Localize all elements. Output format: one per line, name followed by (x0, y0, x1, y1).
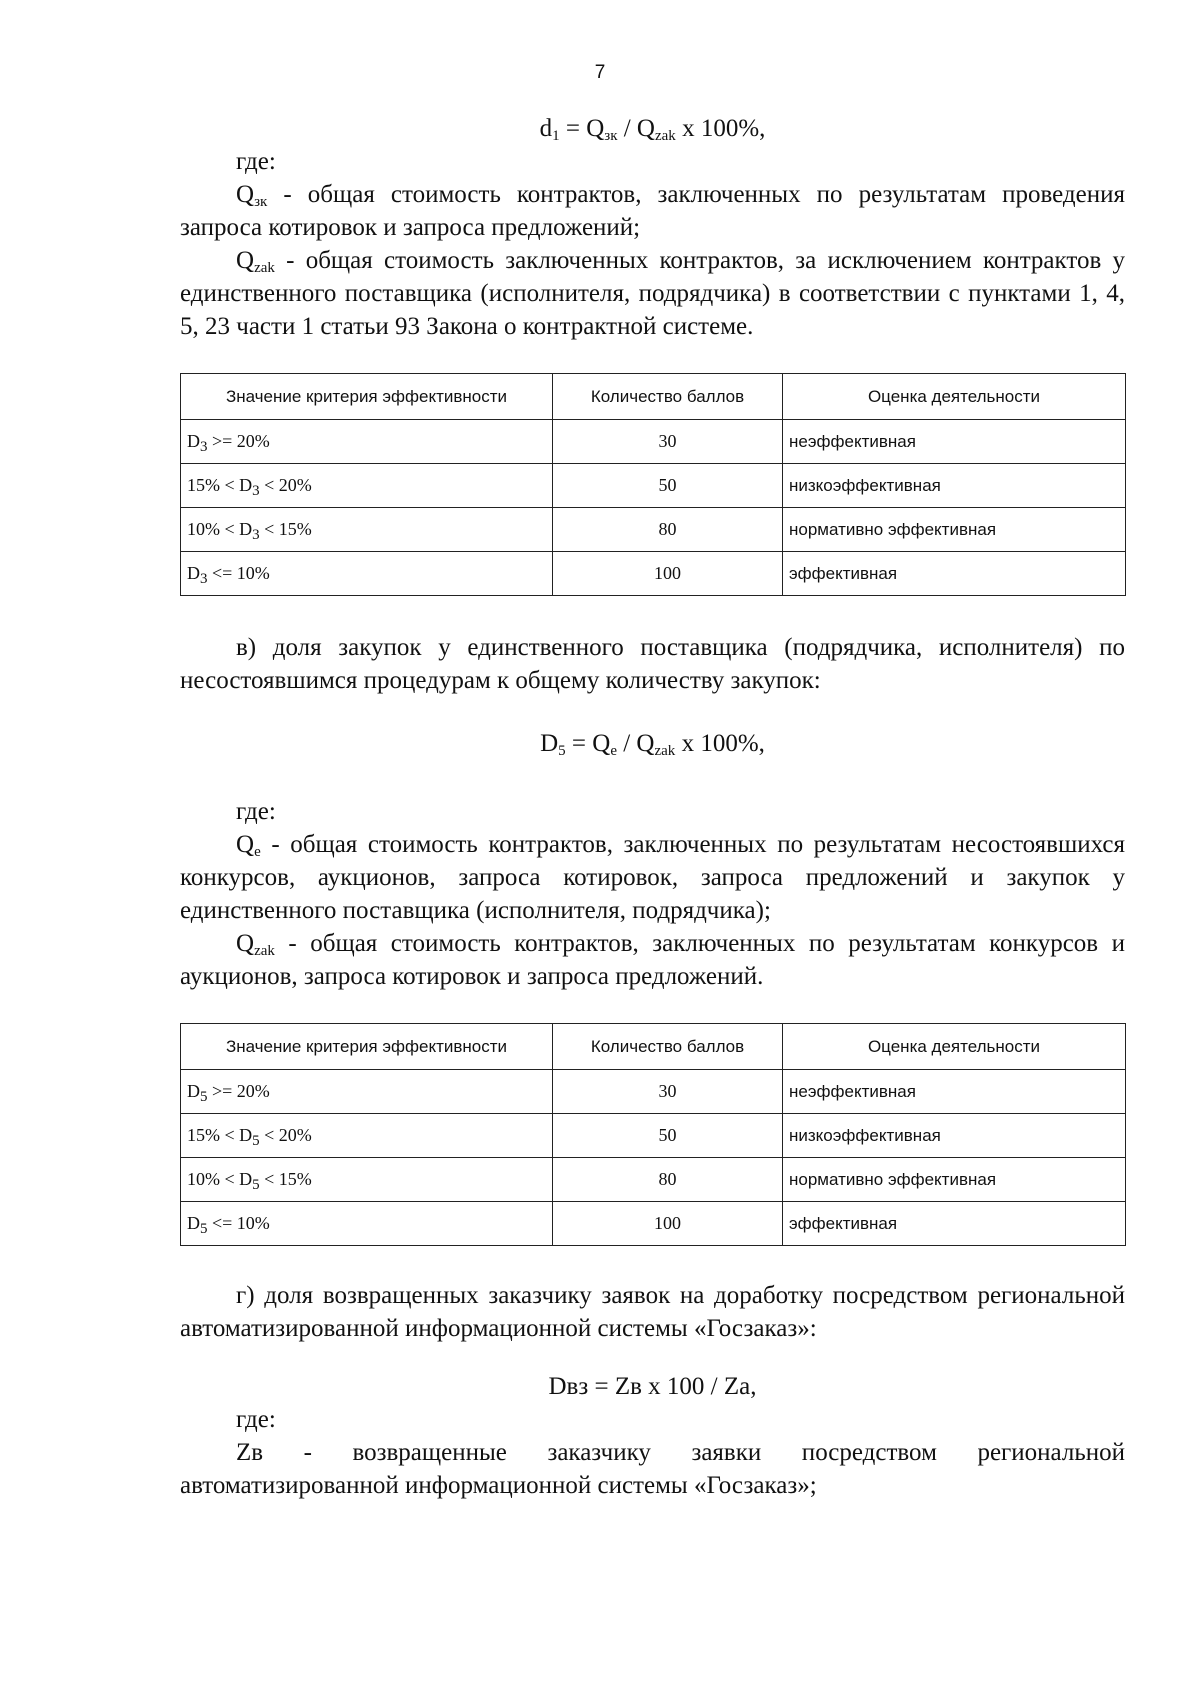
header-criterion: Значение критерия эффективности (181, 1024, 553, 1070)
formula-d5 (180, 727, 1125, 760)
formula-tail: x 100%, (675, 115, 766, 142)
rating-cell: нормативно эффективная (783, 1158, 1126, 1202)
formula-eq: = Q (559, 115, 605, 142)
formula-lhs: D (540, 730, 559, 757)
def-symbol: Q (236, 247, 255, 274)
definition-q-zak (180, 927, 1125, 993)
criterion-post: <= 10% (207, 563, 270, 583)
header-score: Количество баллов (553, 1024, 783, 1070)
def-text: - общая стоимость заключенных контрактов, за исключением контрактов у единственного поставщика (исполнителя, подрядчика) в соответствии с пунктами 1, 4, 5, 23 части 1 статьи 93 Закона о контрактной системе. (180, 247, 1125, 340)
def-symbol: Q (236, 930, 255, 957)
def-symbol-sub: zak (254, 943, 275, 959)
criterion-pre: 15% < (187, 1125, 240, 1145)
rating-cell: низкоэффективная (783, 464, 1126, 508)
formula-lhs-sub: 1 (552, 128, 560, 144)
definition-zv: Zв - возвращенные заказчику заявки посредством региональной автоматизированной информационной системы «Госзаказ»; (180, 1439, 1125, 1499)
section-g-intro: г) доля возвращенных заказчику заявок на доработку посредством региональной автоматизированной информационной системы «Госзаказ»: (180, 1282, 1125, 1342)
criterion-symbol: D (239, 1169, 253, 1189)
criterion-pre: 10% < (187, 519, 240, 539)
criterion-cell (181, 508, 553, 552)
def-symbol: Q (236, 181, 255, 208)
def-symbol-sub: e (254, 844, 261, 860)
formula-eq: = Q (565, 730, 611, 757)
def-text: - общая стоимость контрактов, заключенных по результатам несостоявшихся конкурсов, аукционов, запроса котировок, запроса предложений и закупок у единственного поставщика (исполнителя, подрядчика); (180, 831, 1125, 924)
table-row (181, 1202, 1126, 1246)
formula-mid: / Q (616, 730, 655, 757)
table-row (181, 552, 1126, 596)
score-cell: 30 (553, 1070, 783, 1114)
criterion-cell (181, 552, 553, 596)
def-symbol: Q (236, 831, 255, 858)
rating-cell: эффективная (783, 552, 1126, 596)
criterion-sub: 5 (252, 1133, 260, 1149)
criterion-symbol: D (187, 1081, 200, 1101)
criterion-symbol: D (239, 1125, 253, 1145)
criterion-cell (181, 1158, 553, 1202)
table-header-row (181, 1024, 1126, 1070)
criterion-sub: 3 (252, 527, 260, 543)
criterion-symbol: D (239, 519, 253, 539)
rating-cell: нормативно эффективная (783, 508, 1126, 552)
header-rating: Оценка деятельности (783, 1024, 1126, 1070)
criterion-symbol: D (239, 475, 253, 495)
criterion-sub: 5 (252, 1177, 260, 1193)
definition-q-e (180, 828, 1125, 927)
section-v-intro: в) доля закупок у единственного поставщика (подрядчика, исполнителя) по несостоявшимся процедурам к общему количеству закупок: (180, 634, 1125, 694)
definition-q-zk (180, 178, 1125, 244)
criterion-cell (181, 1202, 553, 1246)
def-symbol-sub: зк (254, 194, 268, 210)
table-row (181, 464, 1126, 508)
score-cell: 50 (553, 464, 783, 508)
rating-cell: неэффективная (783, 420, 1126, 464)
rating-cell: низкоэффективная (783, 1114, 1126, 1158)
rating-cell: эффективная (783, 1202, 1126, 1246)
score-cell: 80 (553, 508, 783, 552)
criteria-table-d5 (180, 1023, 1126, 1246)
criterion-pre: 10% < (187, 1169, 240, 1189)
criterion-symbol: D (187, 563, 200, 583)
formula-d1 (180, 112, 1125, 145)
criterion-sub: 3 (252, 483, 260, 499)
score-cell: 80 (553, 1158, 783, 1202)
formula-lhs: d (539, 115, 553, 142)
table-row (181, 1070, 1126, 1114)
criterion-post: >= 20% (207, 1081, 270, 1101)
where-label: где: (236, 798, 276, 825)
criterion-cell (181, 1114, 553, 1158)
formula-tail: x 100%, (675, 730, 765, 757)
criterion-sub: 5 (200, 1089, 208, 1105)
page-number: 7 (594, 62, 606, 83)
criterion-post: < 20% (259, 1125, 312, 1145)
formula-sub2: zak (654, 128, 676, 144)
criterion-cell (181, 464, 553, 508)
table-row (181, 1158, 1126, 1202)
score-cell: 100 (553, 1202, 783, 1246)
criteria-table-d3 (180, 373, 1126, 596)
formula-lhs-sub: 5 (558, 743, 566, 759)
table-row (181, 508, 1126, 552)
score-cell: 50 (553, 1114, 783, 1158)
criterion-sub: 3 (200, 439, 208, 455)
header-rating: Оценка деятельности (783, 374, 1126, 420)
rating-cell: неэффективная (783, 1070, 1126, 1114)
def-text: - общая стоимость контрактов, заключенных по результатам проведения запроса котировок и запроса предложений; (180, 181, 1125, 241)
criterion-post: < 15% (259, 519, 312, 539)
formula-sub1: зк (604, 128, 618, 144)
table-row (181, 1114, 1126, 1158)
criterion-post: < 15% (259, 1169, 312, 1189)
definition-q-zak (180, 244, 1125, 343)
table-header-row (181, 374, 1126, 420)
criterion-symbol: D (187, 431, 200, 451)
criterion-symbol: D (187, 1213, 200, 1233)
formula-sub1: e (610, 743, 617, 759)
criterion-pre: 15% < (187, 475, 240, 495)
def-text: - общая стоимость контрактов, заключенных по результатам конкурсов и аукционов, запроса котировок и запроса предложений. (180, 930, 1125, 990)
page-content (180, 112, 1125, 1502)
criterion-post: <= 10% (207, 1213, 270, 1233)
where-label: где: (236, 148, 276, 175)
score-cell: 30 (553, 420, 783, 464)
def-symbol-sub: zak (254, 260, 275, 276)
formula-mid: / Q (617, 115, 655, 142)
table-row (181, 420, 1126, 464)
criterion-cell (181, 1070, 553, 1114)
criterion-post: < 20% (259, 475, 312, 495)
formula-sub2: zak (654, 743, 676, 759)
header-score: Количество баллов (553, 374, 783, 420)
score-cell: 100 (553, 552, 783, 596)
where-label: где: (236, 1406, 276, 1433)
criterion-cell (181, 420, 553, 464)
formula-dvz: Dвз = Zв х 100 / Za, (548, 1373, 757, 1400)
criterion-sub: 5 (200, 1221, 208, 1237)
criterion-post: >= 20% (207, 431, 270, 451)
header-criterion: Значение критерия эффективности (181, 374, 553, 420)
criterion-sub: 3 (200, 571, 208, 587)
